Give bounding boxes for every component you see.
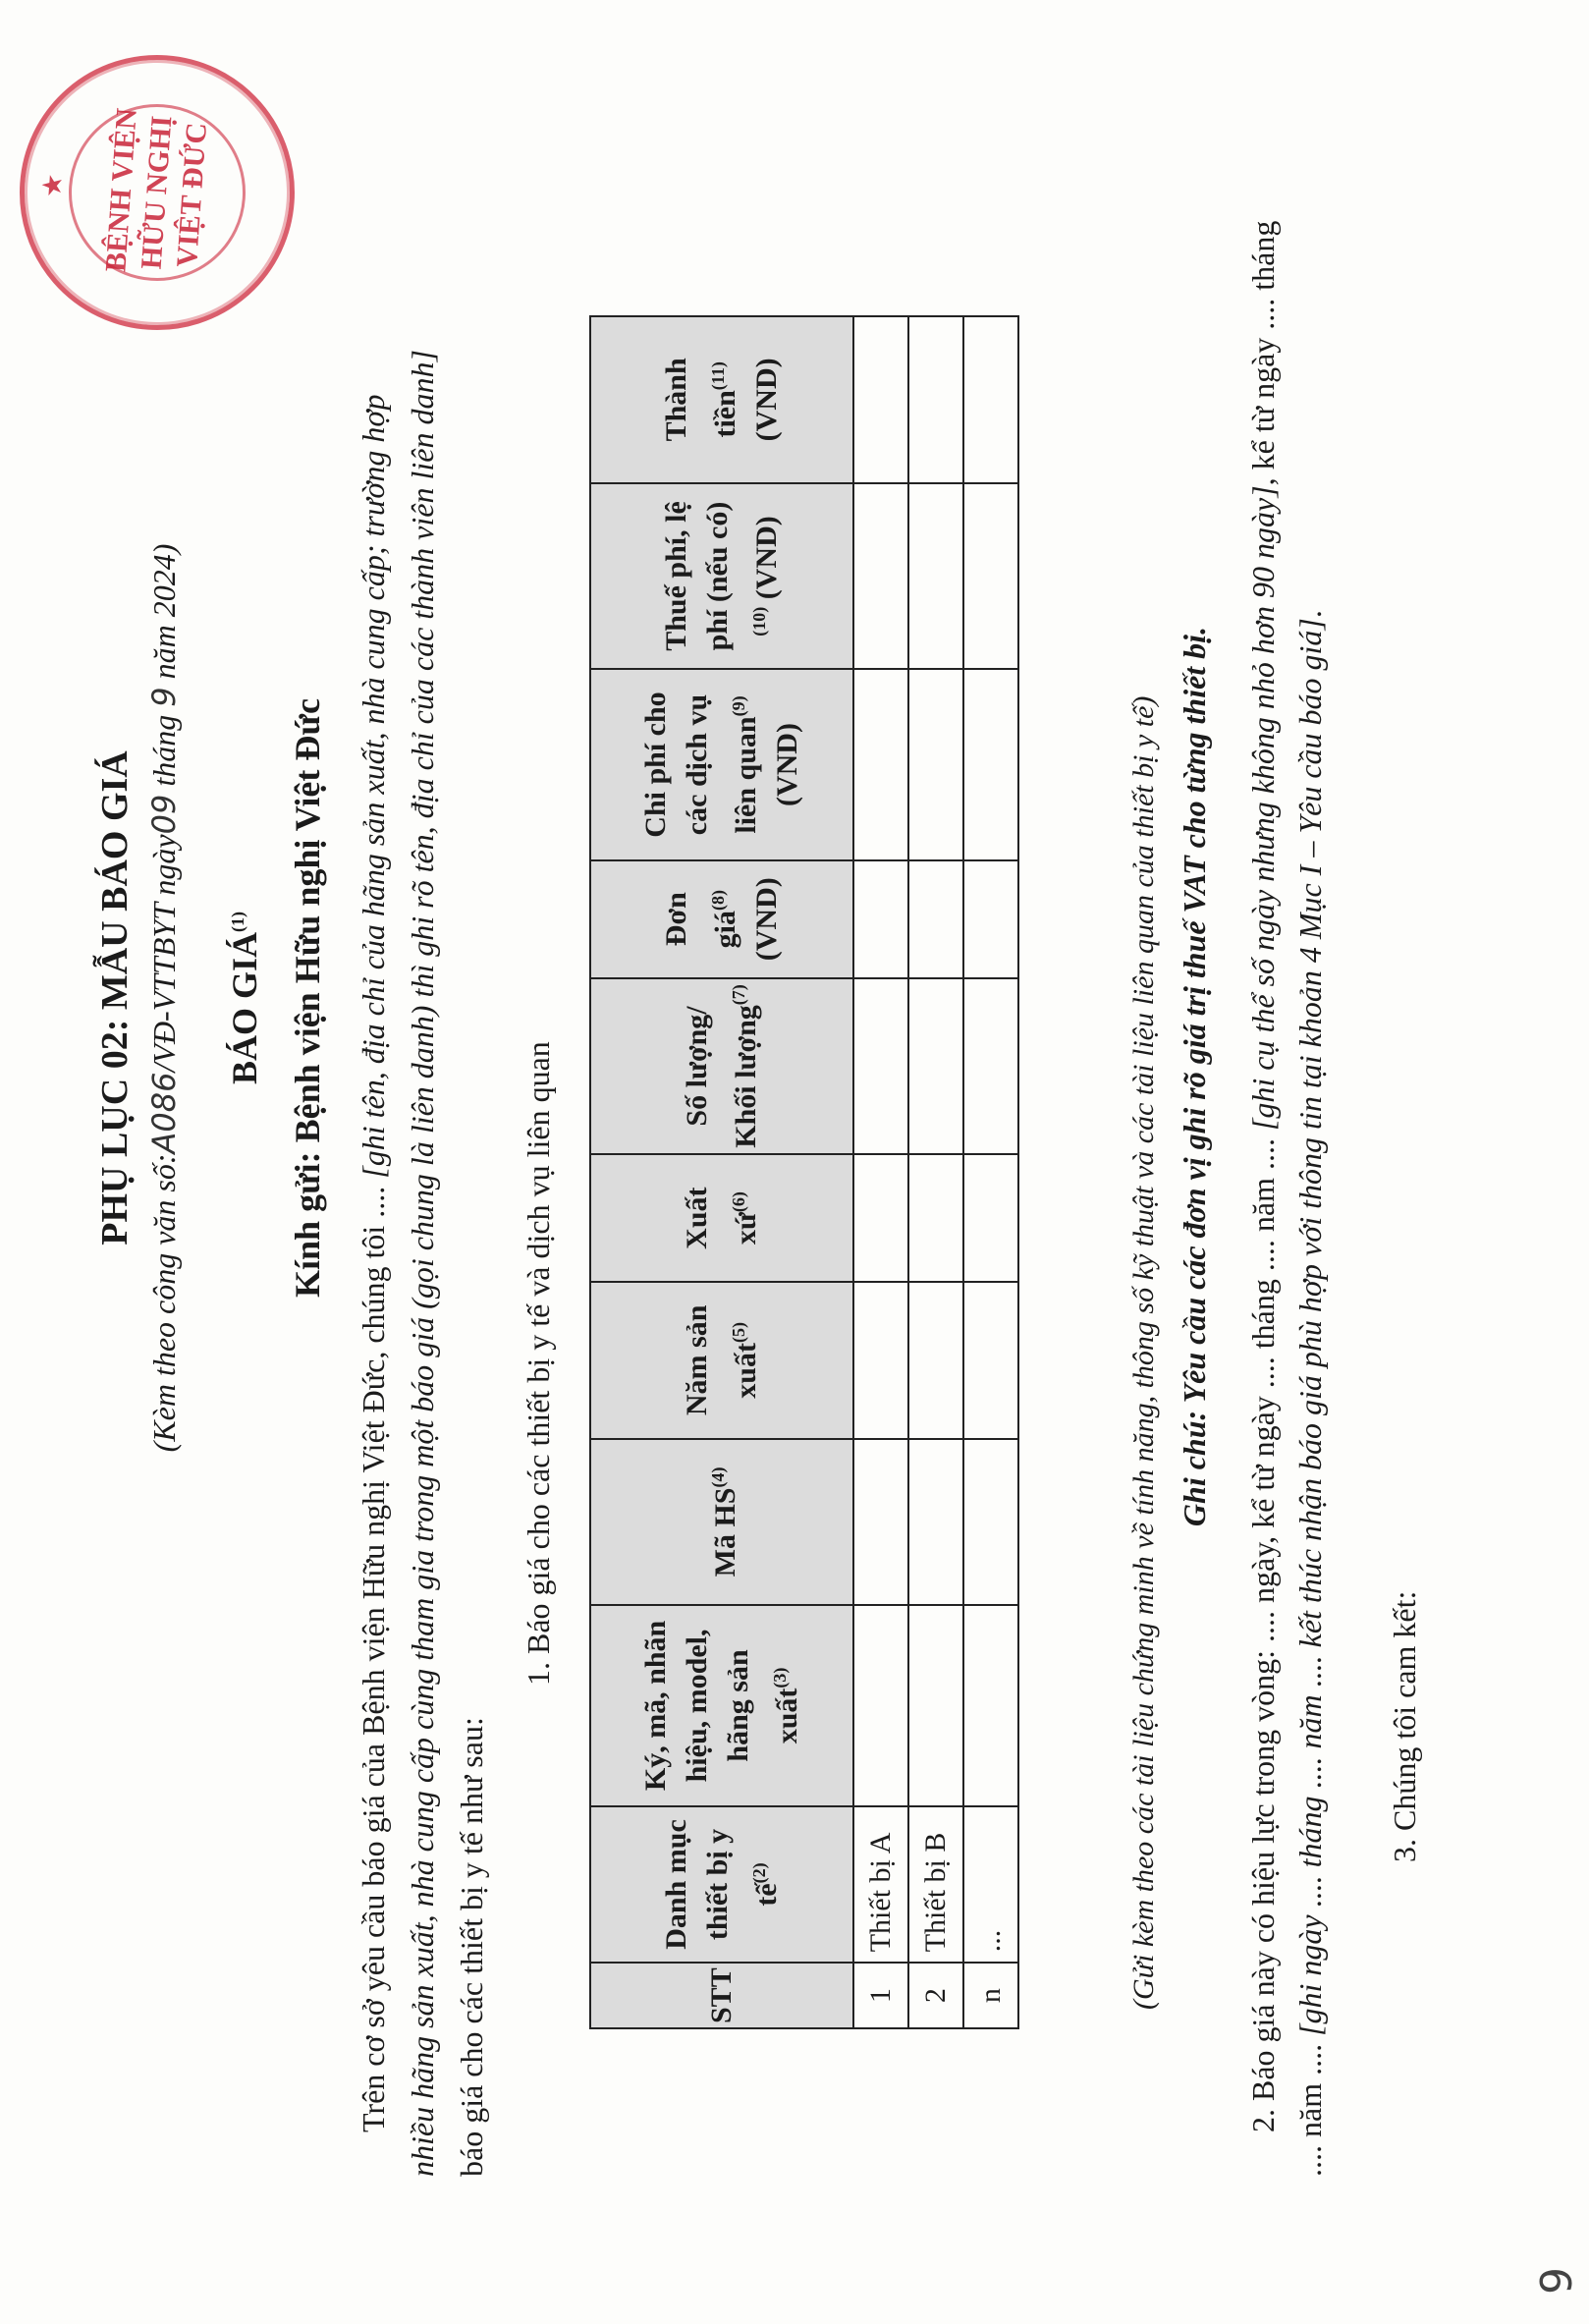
row-stt: 2 (908, 1963, 963, 2028)
header-origin: Xuất xứ$^{(6)}$ (590, 1154, 853, 1282)
row-stt: 1 (853, 1963, 908, 2028)
header-model: Ký, mã, nhãn hiệu, model, hãng sản xuất$^{(3)}$ (590, 1605, 853, 1805)
header-hs-code: Mã HS$^{(4)}$ (590, 1439, 853, 1606)
header-unit-price: Đơn giá$^{(8)}$ (VND) (590, 860, 853, 978)
row-device: Thiết bị B (908, 1806, 963, 1964)
header-service-cost: Chi phí cho các dịch vụ liên quan$^{(9)}$ (VND) (590, 669, 853, 860)
stamp-line: VIỆT ĐỨC (170, 121, 214, 269)
quote-heading: BÁO GIÁ$^{(1)}$ (225, 911, 264, 1085)
handwritten-number: A086 (145, 1072, 183, 1154)
row-device: ... (963, 1806, 1018, 1964)
quote-table (589, 315, 1019, 2029)
header-quantity: Số lượng/ Khối lượng$^{(7)}$ (590, 978, 853, 1155)
header-device-list: Danh mục thiết bị y tế$^{(2)}$ (590, 1806, 853, 1964)
table-row (853, 316, 908, 2028)
table-row (908, 316, 963, 2028)
intro-paragraph: Trên cơ sở yêu cầu báo giá của Bệnh viện Hữu nghị Việt Đức, chúng tôi .... [ghi tên, địa chỉ của hãng sản xuất, nhà cung cấp; trường hợp nhiều hãng sản xuất, nhà cung cấp cùng tham gia trong một báo giá (gọi chung là liên danh) thì ghi rõ tên, địa chỉ của các thành viên liên danh] báo giá cho các thiết bị y tế như sau: (356, 350, 489, 2177)
handwritten-month: 9 (145, 687, 183, 707)
row-stt: n (963, 1963, 1018, 2028)
row-device: Thiết bị A (853, 1806, 908, 1964)
table-row (963, 316, 1018, 2028)
document-title: PHỤ LỤC 02: MẪU BÁO GIÁ (94, 750, 136, 1245)
header-stt: STT (590, 1963, 853, 2028)
document-subtitle: (Kèm theo công văn số:A086/VĐ-VTTBYT ngày09 tháng 9 năm 2024) (145, 543, 183, 1453)
header-total: Thành tiền$^{(11)}$ (VND) (590, 316, 853, 483)
section-1-heading: 1. Báo giá cho các thiết bị y tế và dịch vụ liên quan (521, 1041, 556, 1686)
handwritten-day: 09 (145, 794, 183, 835)
stamp-star-icon: ★ (39, 174, 67, 197)
validity-paragraph: 2. Báo giá này có hiệu lực trong vòng: .... ngày, kể từ ngày .... tháng .... năm .... [ghi cụ thể số ngày nhưng không nhỏ hơn 90 ngày], kể từ ngày .... tháng .... năm .... [ghi ngày .... tháng .... năm .... kết thúc nhận báo giá phù hợp với thông tin tại khoản 4 Mục I – Yêu cầu báo giá]. (1245, 220, 1328, 2177)
header-tax: Thuế phí, lệ phí (nếu có) $^{(10)}$ (VND) (590, 483, 853, 670)
stamp-line: BỆNH VIỆN (99, 107, 143, 273)
header-year: Năm sản xuất$^{(5)}$ (590, 1282, 853, 1439)
commitment-heading: 3. Chúng tôi cam kết: (1387, 1590, 1422, 1862)
stamp-line: HỮU NGHỊ (135, 114, 179, 271)
table-header-row (590, 316, 853, 2028)
page-mark: 9 (1532, 2267, 1582, 2295)
attachment-note: (Gửi kèm theo các tài liệu chứng minh về tính năng, thông số kỹ thuật và các tài liệu liên quan của thiết bị y tế) (1127, 695, 1160, 2010)
vat-note: Ghi chú: Yêu cầu các đơn vị ghi rõ giá trị thuế VAT cho từng thiết bị. (1177, 626, 1212, 1527)
recipient-line: Kính gửi: Bệnh viện Hữu nghị Việt Đức (288, 698, 327, 1298)
